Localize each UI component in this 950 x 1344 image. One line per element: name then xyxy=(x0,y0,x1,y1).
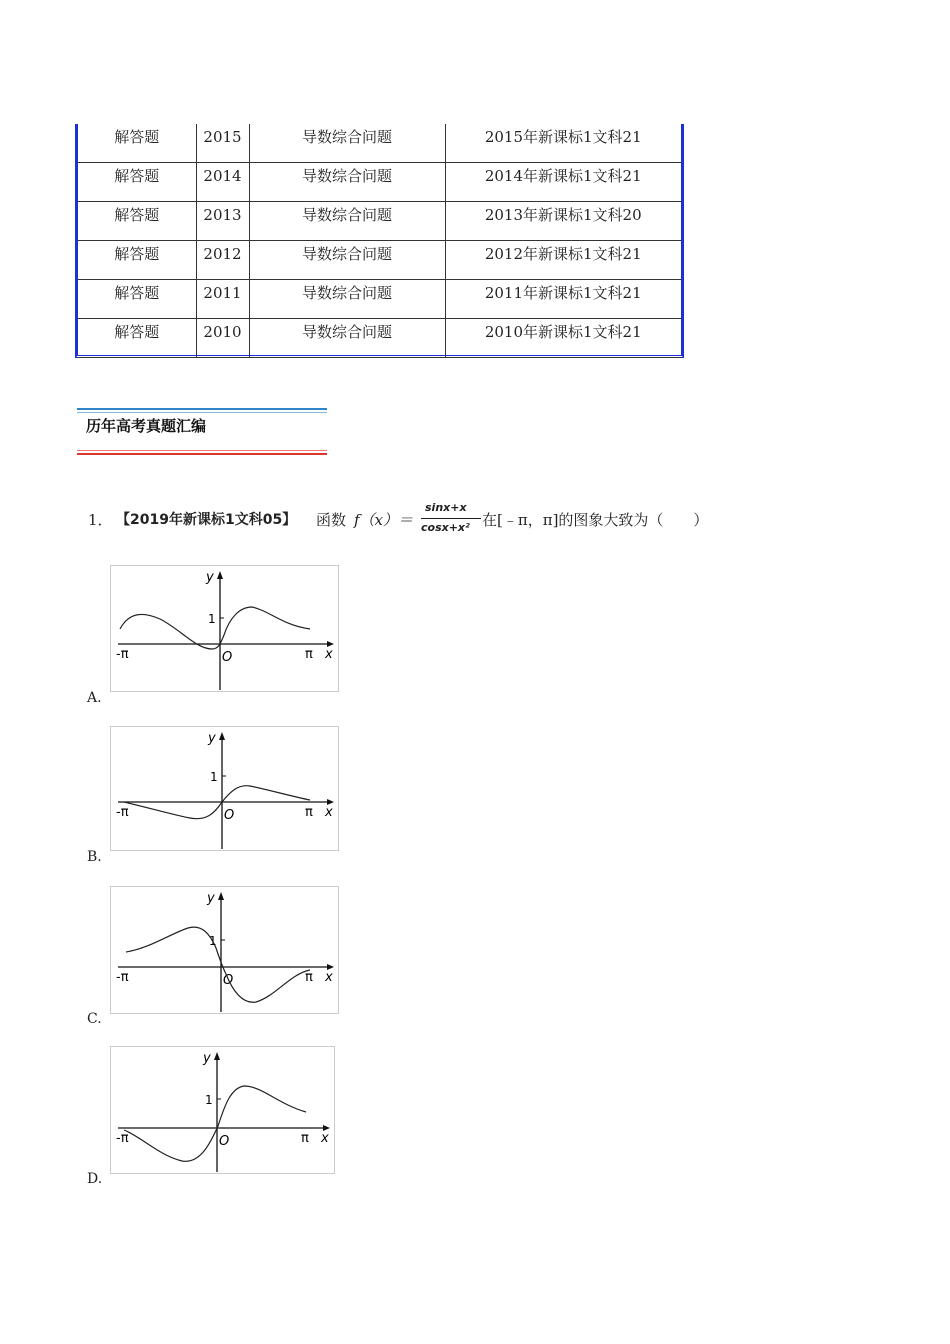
table-cell-type: 解答题 xyxy=(78,124,196,163)
fraction-bar xyxy=(421,518,481,519)
question-prefix: 函数 xyxy=(316,511,347,529)
table-cell-topic: 导数综合问题 xyxy=(249,202,445,241)
section-title: 历年高考真题汇编 xyxy=(86,417,207,435)
question-suffix: 在[﹣π，π]的图象大致为（ ） xyxy=(482,511,709,529)
table-cell-type: 解答题 xyxy=(78,241,196,280)
tick-label-neg-pi: -π xyxy=(116,1131,129,1146)
x-axis-label: x xyxy=(325,647,333,662)
table-cell-source: 2014年新课标1文科21 xyxy=(445,163,681,202)
table-row xyxy=(78,319,681,358)
heading-top-rule xyxy=(77,408,327,410)
option-a-label[interactable]: A. xyxy=(87,690,102,706)
origin-label: O xyxy=(222,650,233,665)
tick-label-pi: π xyxy=(305,805,313,820)
table-cell-year: 2014 xyxy=(196,163,249,202)
tick-label-pi: π xyxy=(305,647,313,662)
table-cell-topic: 导数综合问题 xyxy=(249,163,445,202)
option-b-label[interactable]: B. xyxy=(87,849,102,865)
y-axis-label: y xyxy=(208,731,216,746)
table-cell-type: 解答题 xyxy=(78,163,196,202)
table-row xyxy=(78,280,681,319)
table-cell-type: 解答题 xyxy=(78,319,196,358)
table-cell-year: 2013 xyxy=(196,202,249,241)
graph-frame xyxy=(111,887,339,1014)
table-cell-topic: 导数综合问题 xyxy=(249,319,445,358)
table-cell-year: 2011 xyxy=(196,280,249,319)
option-c-graph[interactable] xyxy=(110,886,339,1014)
option-d-label[interactable]: D. xyxy=(87,1171,103,1187)
question-1 xyxy=(88,500,848,540)
table-cell-year: 2010 xyxy=(196,319,249,358)
table-cell-type: 解答题 xyxy=(78,202,196,241)
table-row xyxy=(78,241,681,280)
table-cell-type: 解答题 xyxy=(78,280,196,319)
origin-label: O xyxy=(223,973,234,988)
heading-bottom-rule-thin xyxy=(77,450,327,451)
table-cell-source: 2015年新课标1文科21 xyxy=(445,124,681,163)
tick-label-pi: π xyxy=(301,1131,309,1146)
table-cell-source: 2013年新课标1文科20 xyxy=(445,202,681,241)
table-row xyxy=(78,124,681,163)
table-cell-source: 2012年新课标1文科21 xyxy=(445,241,681,280)
heading-top-rule-thin xyxy=(77,412,327,413)
tick-label-pi: π xyxy=(305,970,313,985)
fraction-denominator: cosx+x² xyxy=(421,521,470,534)
option-b-graph[interactable] xyxy=(110,726,339,851)
y-axis-label: y xyxy=(203,1051,211,1066)
tick-label-one: 1 xyxy=(209,934,217,948)
tick-label-neg-pi: -π xyxy=(116,647,129,662)
origin-label: O xyxy=(219,1134,230,1149)
x-axis-label: x xyxy=(321,1131,329,1146)
tick-label-neg-pi: -π xyxy=(116,805,129,820)
x-axis-label: x xyxy=(325,970,333,985)
table-cell-year: 2015 xyxy=(196,124,249,163)
table-cell-source: 2010年新课标1文科21 xyxy=(445,319,681,358)
function-name: f（x）＝ xyxy=(354,511,414,529)
table-cell-source: 2011年新课标1文科21 xyxy=(445,280,681,319)
option-a-graph[interactable] xyxy=(110,565,339,692)
x-axis-label: x xyxy=(325,805,333,820)
table-cell-topic: 导数综合问题 xyxy=(249,280,445,319)
table-row xyxy=(78,163,681,202)
exam-records-table xyxy=(75,124,684,358)
origin-label: O xyxy=(224,808,235,823)
table-cell-topic: 导数综合问题 xyxy=(249,241,445,280)
section-heading xyxy=(77,404,327,458)
heading-bottom-rule xyxy=(77,453,327,455)
tick-label-one: 1 xyxy=(205,1093,213,1107)
y-axis-label: y xyxy=(207,891,215,906)
tick-label-one: 1 xyxy=(208,612,216,626)
option-d-graph[interactable] xyxy=(110,1046,335,1174)
tick-label-neg-pi: -π xyxy=(116,970,129,985)
y-axis-label: y xyxy=(206,570,214,585)
question-source: 【2019年新课标1文科05】 xyxy=(116,512,297,528)
option-c-label[interactable]: C. xyxy=(87,1011,102,1027)
fraction-numerator: sinx+x xyxy=(425,501,467,514)
table-cell-topic: 导数综合问题 xyxy=(249,124,445,163)
graph-frame xyxy=(111,727,339,851)
table-cell-year: 2012 xyxy=(196,241,249,280)
question-number: 1． xyxy=(88,511,113,529)
tick-label-one: 1 xyxy=(210,770,218,784)
table-row xyxy=(78,202,681,241)
